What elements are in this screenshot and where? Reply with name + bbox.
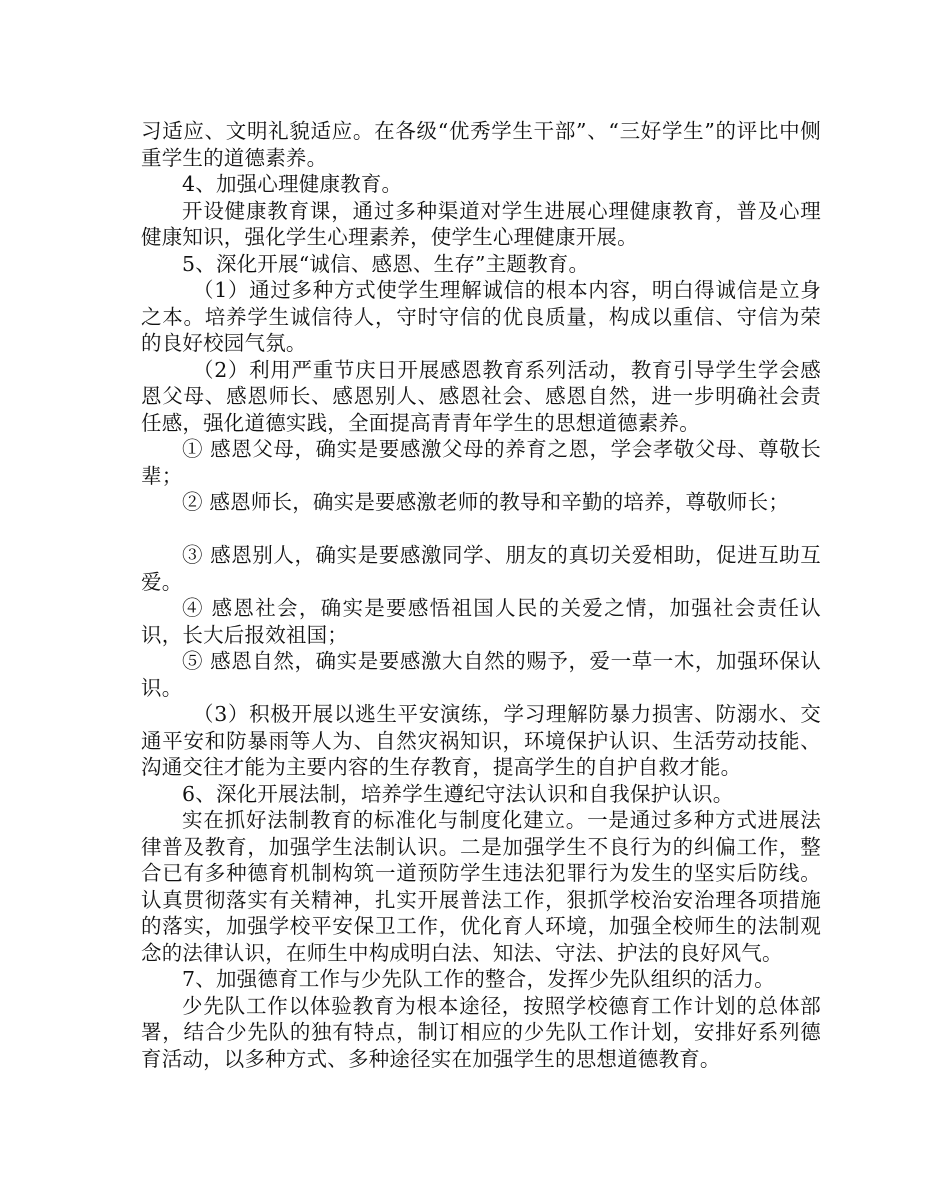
document-body: [141, 118, 821, 1072]
paragraph-mental-health: 开设健康教育课，通过多种渠道对学生进展心理健康教育，普及心理健康知识，强化学生心理素养，使学生心理健康开展。: [141, 198, 821, 249]
paragraph-young-pioneers: 少先队工作以体验教育为根本途径，按照学校德育工作计划的总体部署，结合少先队的独有特点，制订相应的少先队工作计划，安排好系列德育活动，以多种方式、多种途径实在加强学生的思想道德教育。: [141, 993, 821, 1071]
section-heading-4: 4、加强心理健康教育。: [182, 172, 403, 196]
section-heading-7: 7、加强德育工作与少先队工作的整合，发挥少先队组织的活力。: [182, 967, 775, 991]
paragraph-gratitude: （2）利用严重节庆日开展感恩教育系列活动，教育引导学生学会感恩父母、感恩师长、感恩别人、感恩社会、感恩自然，进一步明确社会责任感，强化道德实践，全面提高青青年学生的思想道德素养。: [141, 357, 821, 435]
paragraph-honesty: （1）通过多种方式使学生理解诚信的根本内容，明白得诚信是立身之本。培养学生诚信待人，守时守信的优良质量，构成以重信、守信为荣的良好校园气氛。: [141, 278, 821, 355]
section-heading-5: 5、深化开展“诚信、感恩、生存”主题教育。: [182, 251, 590, 276]
list-item-nature: ⑤ 感恩自然，确实是要感激大自然的赐予，爱一草一木，加强环保认识。: [141, 649, 821, 700]
paragraph-legal: 实在抓好法制教育的标准化与制度化建立。一是通过多种方式进展法律普及教育，加强学生法制认识。二是加强学生不良行为的纠偏工作，整合已有多种德育机制构筑一道预防学生违法犯罪行为发生的坚实后防线。认真贯彻落实有关精神，扎实开展普法工作，狠抓学校治安治理各项措施的落实，加强学校平安保卫工作，优化育人环境，加强全校师生的法制观念的法律认识，在师生中构成明白法、知法、守法、护法的良好风气。: [141, 808, 821, 965]
section-heading-6: 6、深化开展法制，培养学生遵纪守法认识和自我保护认识。: [182, 781, 734, 806]
list-item-others: ③ 感恩别人，确实是要感激同学、朋友的真切关爱相助，促进互助互爱。: [141, 543, 821, 594]
list-item-teachers: ② 感恩师长，确实是要感激老师的教导和辛勤的培养，尊敬师长；: [182, 490, 790, 514]
list-item-parents: ① 感恩父母，确实是要感激父母的养育之恩，学会孝敬父母、尊敬长辈；: [141, 437, 821, 488]
paragraph-survival: （3）积极开展以逃生平安演练，学习理解防暴力损害、防溺水、交通平安和防暴雨等人为、自然灾祸知识，环境保护认识、生活劳动技能、沟通交往才能为主要内容的生存教育，提高学生的自护自救才能。: [141, 702, 821, 779]
list-item-society: ④ 感恩社会，确实是要感悟祖国人民的关爱之情，加强社会责任认识，长大后报效祖国；: [141, 596, 821, 647]
paragraph-continuation: 习适应、文明礼貌适应。在各级“优秀学生干部”、“三好学生”的评比中侧重学生的道德素养。: [141, 119, 821, 170]
